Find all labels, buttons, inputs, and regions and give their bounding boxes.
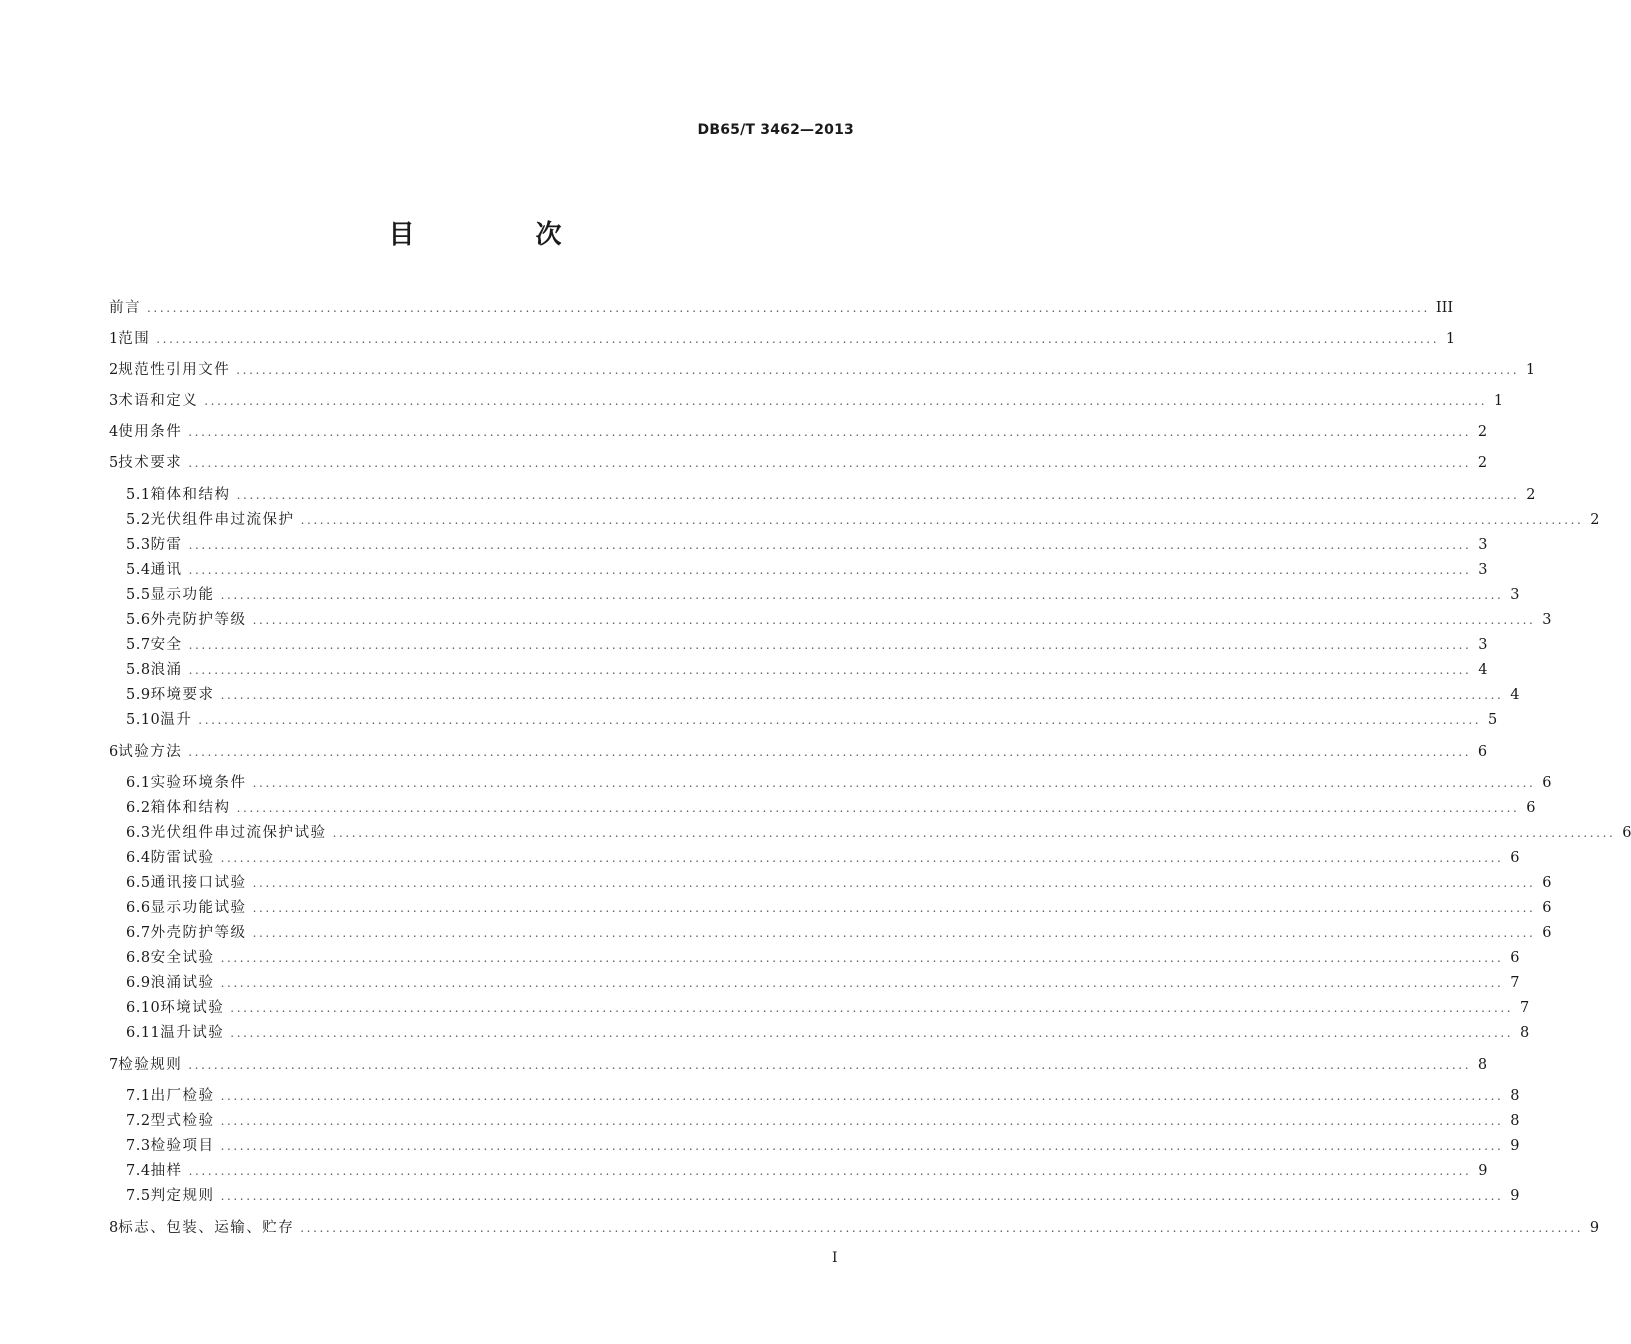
toc-entry-title: 浪涌试验 bbox=[150, 975, 215, 991]
toc-entry-page: 3 bbox=[1542, 612, 1552, 628]
toc-entry[interactable] bbox=[109, 847, 1520, 869]
toc-entry-page: 8 bbox=[1510, 1088, 1520, 1104]
toc-entry[interactable] bbox=[109, 709, 1498, 731]
toc-leader-dots: ........................................................................................................................................................................................................ bbox=[236, 488, 1520, 502]
toc-entry-number: 1 bbox=[109, 331, 119, 347]
toc-entry-number: 7.5 bbox=[126, 1188, 151, 1204]
toc-entry-title: 技术要求 bbox=[118, 455, 183, 471]
toc-entry[interactable] bbox=[109, 947, 1520, 969]
toc-leader-dots: ........................................................................................................................................................................................................ bbox=[188, 1164, 1472, 1178]
toc-entry-title: 光伏组件串过流保护 bbox=[150, 512, 295, 528]
toc-entry-number: 5.4 bbox=[126, 562, 151, 578]
toc-entry-number: 6.8 bbox=[126, 950, 151, 966]
toc-entry-number: 5.5 bbox=[126, 587, 151, 603]
toc-entry[interactable] bbox=[109, 897, 1552, 919]
toc-entry-number: 6.1 bbox=[126, 775, 151, 791]
toc-entry-page: 9 bbox=[1510, 1188, 1520, 1204]
toc-entry-page: 6 bbox=[1542, 925, 1552, 941]
toc-entry-page: 4 bbox=[1478, 662, 1488, 678]
toc-entry-page: 5 bbox=[1487, 712, 1498, 728]
toc-entry-title: 实验环境条件 bbox=[150, 775, 247, 791]
toc-leader-dots: ........................................................................................................................................................................................................ bbox=[230, 1026, 1514, 1040]
toc-entry-title: 防雷试验 bbox=[150, 850, 215, 866]
toc-entry-page: 9 bbox=[1589, 1220, 1600, 1236]
toc-entry-page: III bbox=[1435, 300, 1454, 316]
toc-entry[interactable] bbox=[109, 359, 1536, 381]
toc-entry-number: 6.6 bbox=[126, 900, 151, 916]
toc-leader-dots: ........................................................................................................................................................................................................ bbox=[252, 926, 1536, 940]
toc-entry-number: 5.6 bbox=[126, 612, 151, 628]
toc-entry[interactable] bbox=[109, 972, 1520, 994]
toc-entry-number: 5.10 bbox=[126, 712, 161, 728]
toc-entry-title: 防雷 bbox=[150, 537, 183, 553]
toc-entry-title: 安全 bbox=[150, 637, 183, 653]
toc-entry-title: 判定规则 bbox=[150, 1188, 215, 1204]
toc-leader-dots: ........................................................................................................................................................................................................ bbox=[252, 876, 1536, 890]
toc-entry-title: 通讯接口试验 bbox=[150, 875, 247, 891]
toc-entry-page: 9 bbox=[1510, 1138, 1520, 1154]
toc-entry-number: 7.1 bbox=[126, 1088, 151, 1104]
page-number: I bbox=[832, 1250, 838, 1266]
toc-leader-dots: ........................................................................................................................................................................................................ bbox=[220, 688, 1504, 702]
toc-leader-dots: ........................................................................................................................................................................................................ bbox=[236, 363, 1520, 377]
toc-leader-dots: ........................................................................................................................................................................................................ bbox=[300, 513, 1584, 527]
toc-entry-title: 通讯 bbox=[150, 562, 183, 578]
toc-entry[interactable] bbox=[109, 584, 1520, 606]
toc-entry-page: 9 bbox=[1478, 1163, 1488, 1179]
toc-entry-number: 7.3 bbox=[126, 1138, 151, 1154]
toc-entry-number: 3 bbox=[109, 393, 119, 409]
toc-entry[interactable] bbox=[109, 452, 1488, 474]
toc-entry-number: 5.1 bbox=[126, 487, 151, 503]
toc-entry-title: 环境要求 bbox=[150, 687, 215, 703]
toc-entry-number: 7 bbox=[109, 1057, 119, 1073]
toc-entry-title: 出厂检验 bbox=[150, 1088, 215, 1104]
toc-entry-number: 6.3 bbox=[126, 825, 151, 841]
toc-entry-number: 5.8 bbox=[126, 662, 151, 678]
toc-entry[interactable] bbox=[109, 1135, 1520, 1157]
toc-entry-number: 6.2 bbox=[126, 800, 151, 816]
toc-entry-number: 6 bbox=[109, 744, 119, 760]
toc-entry[interactable] bbox=[109, 997, 1530, 1019]
toc-leader-dots: ........................................................................................................................................................................................................ bbox=[188, 563, 1472, 577]
toc-entry-title: 环境试验 bbox=[160, 1000, 225, 1016]
toc-entry-page: 4 bbox=[1510, 687, 1520, 703]
toc-leader-dots: ........................................................................................................................................................................................................ bbox=[188, 1058, 1472, 1072]
toc-entry[interactable] bbox=[109, 659, 1488, 681]
toc-leader-dots: ........................................................................................................................................................................................................ bbox=[220, 1139, 1504, 1153]
toc-entry-page: 6 bbox=[1510, 850, 1520, 866]
toc-entry-page: 2 bbox=[1590, 512, 1600, 528]
toc-entry[interactable] bbox=[109, 772, 1552, 794]
toc-entry[interactable] bbox=[109, 1054, 1488, 1076]
toc-entry-title: 浪涌 bbox=[150, 662, 183, 678]
toc-entry-number: 5 bbox=[109, 455, 119, 471]
toc-leader-dots: ........................................................................................................................................................................................................ bbox=[252, 901, 1536, 915]
toc-entry-title: 显示功能试验 bbox=[150, 900, 247, 916]
toc-entry-title: 使用条件 bbox=[118, 424, 183, 440]
toc-entry[interactable] bbox=[109, 421, 1488, 443]
toc-entry-number: 8 bbox=[109, 1220, 119, 1236]
toc-entry[interactable] bbox=[109, 609, 1552, 631]
toc-entry[interactable] bbox=[109, 390, 1504, 412]
toc-entry-number: 4 bbox=[109, 424, 119, 440]
toc-entry-title: 安全试验 bbox=[150, 950, 215, 966]
toc-entry-title: 温升试验 bbox=[160, 1025, 225, 1041]
toc-leader-dots: ........................................................................................................................................................................................................ bbox=[147, 301, 1430, 315]
toc-entry-number: 6.7 bbox=[126, 925, 151, 941]
toc-entry[interactable] bbox=[109, 741, 1488, 763]
toc-entry[interactable] bbox=[109, 1110, 1520, 1132]
toc-entry[interactable] bbox=[109, 1085, 1520, 1107]
toc-leader-dots: ........................................................................................................................................................................................................ bbox=[300, 1221, 1584, 1235]
toc-entry-number: 5.2 bbox=[126, 512, 151, 528]
toc-entry-title: 检验规则 bbox=[118, 1057, 183, 1073]
toc-entry-number: 6.4 bbox=[126, 850, 151, 866]
toc-leader-dots: ........................................................................................................................................................................................................ bbox=[188, 663, 1472, 677]
toc-leader-dots: ........................................................................................................................................................................................................ bbox=[156, 332, 1440, 346]
toc-leader-dots: ........................................................................................................................................................................................................ bbox=[220, 1114, 1504, 1128]
toc-leader-dots: ........................................................................................................................................................................................................ bbox=[188, 425, 1472, 439]
toc-entry-page: 7 bbox=[1510, 975, 1520, 991]
toc-entry[interactable] bbox=[109, 509, 1600, 531]
toc-entry-number: 7.2 bbox=[126, 1113, 151, 1129]
toc-entry-title: 前言 bbox=[109, 300, 141, 316]
toc-entry-page: 8 bbox=[1510, 1113, 1520, 1129]
toc-entry-title: 试验方法 bbox=[118, 744, 183, 760]
toc-entry[interactable] bbox=[109, 922, 1552, 944]
toc-entry-title: 范围 bbox=[118, 331, 151, 347]
toc-entry-page: 7 bbox=[1519, 1000, 1530, 1016]
toc-entry-page: 3 bbox=[1478, 537, 1488, 553]
toc-entry-page: 1 bbox=[1525, 362, 1536, 378]
page-title: 目 次 bbox=[388, 220, 618, 250]
toc-leader-dots: ........................................................................................................................................................................................................ bbox=[188, 538, 1472, 552]
toc-entry-number: 6.10 bbox=[126, 1000, 161, 1016]
toc-entry[interactable] bbox=[109, 559, 1488, 581]
toc-entry-page: 6 bbox=[1510, 950, 1520, 966]
toc-entry-number: 6.11 bbox=[126, 1025, 161, 1041]
toc-entry-page: 1 bbox=[1445, 331, 1456, 347]
toc-entry[interactable] bbox=[109, 634, 1488, 656]
toc-entry-title: 型式检验 bbox=[150, 1113, 215, 1129]
toc-entry-title: 光伏组件串过流保护试验 bbox=[150, 825, 327, 841]
toc-entry-page: 3 bbox=[1510, 587, 1520, 603]
toc-leader-dots: ........................................................................................................................................................................................................ bbox=[332, 826, 1616, 840]
toc-entry-number: 5.7 bbox=[126, 637, 151, 653]
toc-leader-dots: ........................................................................................................................................................................................................ bbox=[188, 638, 1472, 652]
toc-entry-number: 6.5 bbox=[126, 875, 151, 891]
toc-entry-page: 6 bbox=[1542, 900, 1552, 916]
toc-leader-dots: ........................................................................................................................................................................................................ bbox=[236, 801, 1520, 815]
toc-entry-title: 显示功能 bbox=[150, 587, 215, 603]
toc-leader-dots: ........................................................................................................................................................................................................ bbox=[220, 851, 1504, 865]
toc-entry-title: 规范性引用文件 bbox=[118, 362, 231, 378]
toc-entry-page: 1 bbox=[1493, 393, 1504, 409]
toc-entry-title: 外壳防护等级 bbox=[150, 612, 247, 628]
toc-entry[interactable] bbox=[109, 797, 1536, 819]
toc-entry-page: 3 bbox=[1478, 562, 1488, 578]
toc-entry[interactable] bbox=[109, 1160, 1488, 1182]
toc-entry-number: 5.3 bbox=[126, 537, 151, 553]
toc-entry-page: 2 bbox=[1526, 487, 1536, 503]
toc-entry[interactable] bbox=[109, 872, 1552, 894]
toc-entry-page: 2 bbox=[1477, 424, 1488, 440]
toc-leader-dots: ........................................................................................................................................................................................................ bbox=[230, 1001, 1514, 1015]
toc-entry-title: 术语和定义 bbox=[118, 393, 199, 409]
toc-entry-page: 6 bbox=[1477, 744, 1488, 760]
standard-code: DB65/T 3462—2013 bbox=[697, 122, 854, 138]
toc-entry-title: 箱体和结构 bbox=[150, 487, 231, 503]
toc-entry-number: 2 bbox=[109, 362, 119, 378]
toc-leader-dots: ........................................................................................................................................................................................................ bbox=[220, 976, 1504, 990]
toc-entry-title: 温升 bbox=[160, 712, 193, 728]
toc-entry-page: 8 bbox=[1477, 1057, 1488, 1073]
toc-entry-number: 5.9 bbox=[126, 687, 151, 703]
toc-entry[interactable] bbox=[109, 484, 1536, 506]
toc-entry[interactable] bbox=[109, 684, 1520, 706]
toc-leader-dots: ........................................................................................................................................................................................................ bbox=[220, 951, 1504, 965]
toc-entry-title: 标志、包装、运输、贮存 bbox=[118, 1220, 295, 1236]
toc-entry-title: 箱体和结构 bbox=[150, 800, 231, 816]
toc-entry-title: 抽样 bbox=[150, 1163, 183, 1179]
toc-entry-page: 3 bbox=[1478, 637, 1488, 653]
toc-leader-dots: ........................................................................................................................................................................................................ bbox=[220, 1189, 1504, 1203]
toc-entry[interactable] bbox=[109, 328, 1456, 350]
toc-entry-page: 6 bbox=[1622, 825, 1631, 841]
toc-leader-dots: ........................................................................................................................................................................................................ bbox=[220, 1089, 1504, 1103]
toc-entry[interactable] bbox=[109, 1185, 1520, 1207]
toc-leader-dots: ........................................................................................................................................................................................................ bbox=[252, 613, 1536, 627]
toc-leader-dots: ........................................................................................................................................................................................................ bbox=[198, 713, 1482, 727]
toc-entry[interactable] bbox=[109, 534, 1488, 556]
toc-entry-title: 外壳防护等级 bbox=[150, 925, 247, 941]
toc-leader-dots: ........................................................................................................................................................................................................ bbox=[220, 588, 1504, 602]
toc-entry-page: 6 bbox=[1542, 875, 1552, 891]
toc-entry[interactable] bbox=[109, 1217, 1600, 1239]
toc-entry-page: 6 bbox=[1526, 800, 1536, 816]
toc-entry-page: 6 bbox=[1542, 775, 1552, 791]
toc-entry-page: 2 bbox=[1477, 455, 1488, 471]
toc-entry-title: 检验项目 bbox=[150, 1138, 215, 1154]
toc-entry[interactable] bbox=[109, 822, 1631, 844]
toc-entry[interactable] bbox=[109, 1022, 1530, 1044]
toc-leader-dots: ........................................................................................................................................................................................................ bbox=[204, 394, 1488, 408]
toc-leader-dots: ........................................................................................................................................................................................................ bbox=[188, 745, 1472, 759]
toc-leader-dots: ........................................................................................................................................................................................................ bbox=[188, 456, 1472, 470]
toc-leader-dots: ........................................................................................................................................................................................................ bbox=[252, 776, 1536, 790]
toc-entry-number: 6.9 bbox=[126, 975, 151, 991]
toc-entry-number: 7.4 bbox=[126, 1163, 151, 1179]
toc-entry[interactable] bbox=[109, 297, 1454, 319]
toc-entry-page: 8 bbox=[1519, 1025, 1530, 1041]
